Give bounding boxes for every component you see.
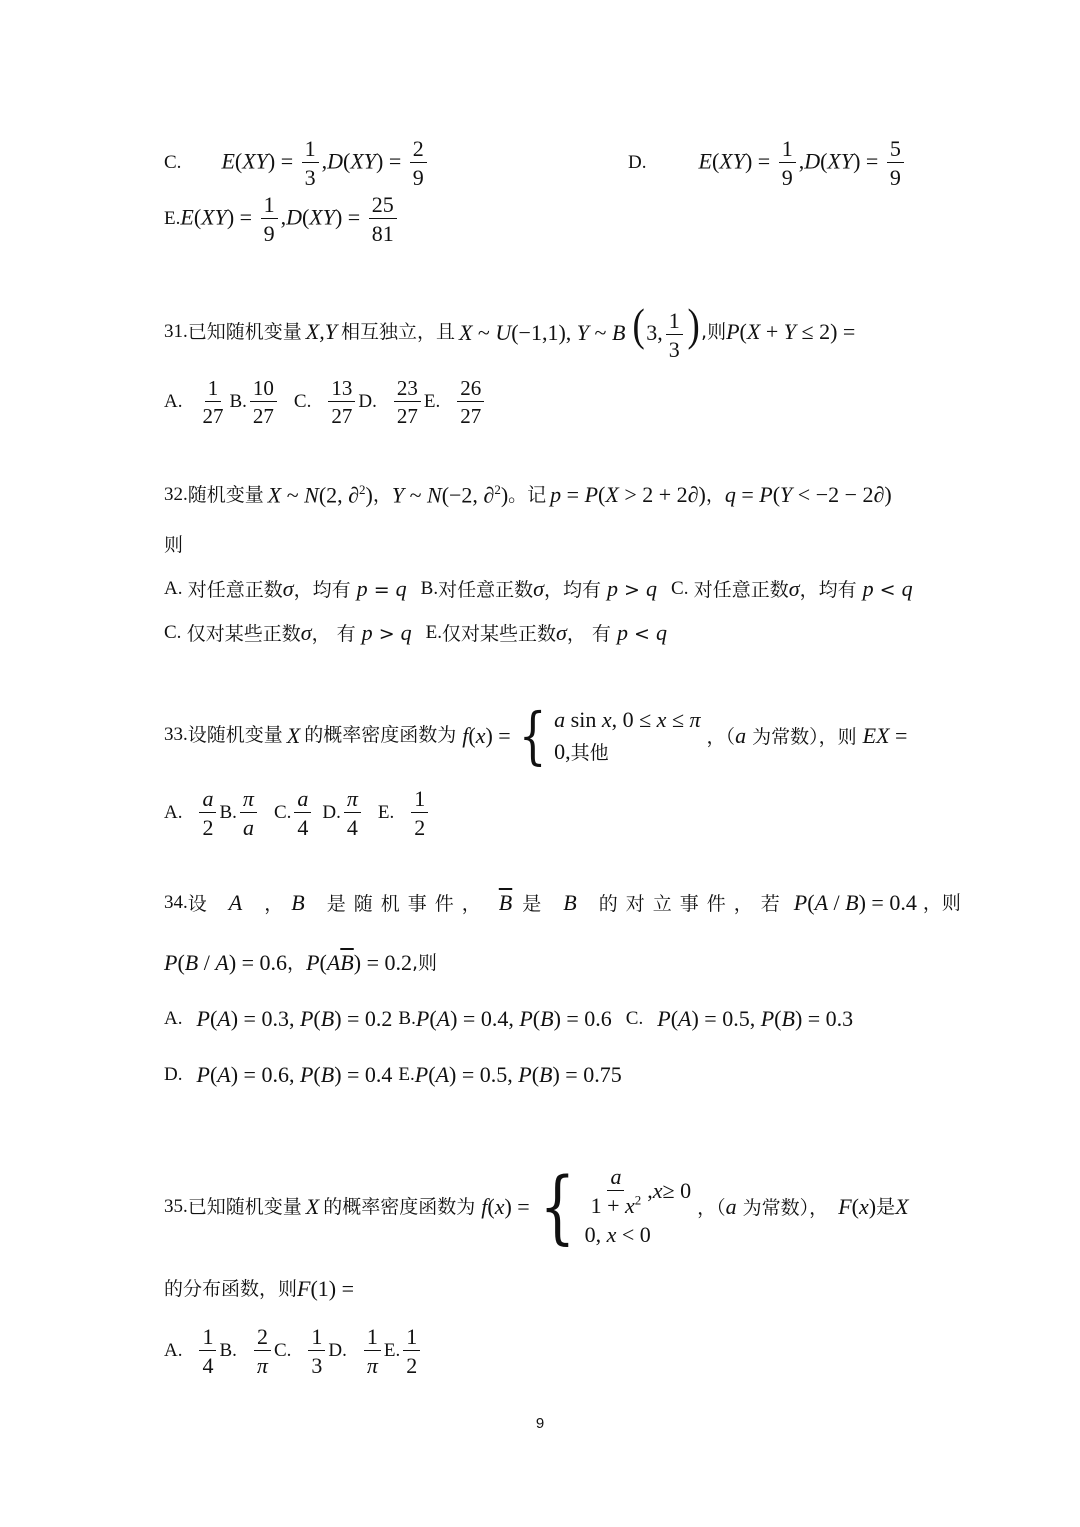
q32-then-text: 则: [164, 534, 184, 556]
q31-indep-text: 相互独立，且: [340, 320, 455, 343]
q34-option-c: P(A) = 0.5, P(B) = 0.3: [657, 1006, 854, 1031]
q33-option-e: $\frac{1}{2}$: [411, 786, 428, 841]
q35-stem: 35. 已知随机变量 X 的概率密度函数为 f(x) = { $\frac{a}{1 + x^2}$ , x ≥ 0 0, x < 0 ，（a 为常数）， F(x) 是 X: [164, 1160, 909, 1254]
q35-option-e: $\frac{1}{2}$: [403, 1324, 420, 1379]
q30-option-d-formula: E(XY) = $\frac{1}{9}$ ,D(XY) = $\frac{5}{9}$: [698, 136, 906, 191]
q34-then2: ,则: [411, 951, 438, 974]
q34-then1: ，则: [922, 891, 961, 914]
q34-option-d: P(A) = 0.6, P(B) = 0.4: [196, 1062, 393, 1087]
q33-piecewise: [554, 704, 700, 768]
q34-cond2: P(B / A) = 0.6: [164, 950, 288, 975]
q32-p-def: p = P(X > 2 + 2∂): [550, 482, 706, 508]
q31-stem: [164, 299, 856, 362]
q32-number: 32.: [164, 483, 188, 505]
q30-option-d: [628, 136, 907, 191]
q32-option-c2: 仅对某些正数σ， 有 p > q: [186, 620, 412, 645]
q31-target: P(X + Y ≤ 2) =: [726, 318, 856, 344]
q32-option-a: 对任意正数σ，均有 p = q: [187, 576, 407, 601]
q31-option-a: $\frac{1}{27}$: [202, 376, 224, 429]
q31-number: 31.: [164, 320, 188, 342]
q34-option-a: P(A) = 0.3, P(B) = 0.2: [196, 1006, 393, 1031]
q35-cdf: F(x): [838, 1194, 877, 1220]
q32-stem: 32. 随机变量 X ~ N(2, ∂$^2$) ， Y ~ N(−2, ∂$^2$) 。记 p = P(X > 2 + 2∂) ， q = P(Y < −2 − 2∂): [164, 482, 892, 508]
q35-var2: X: [895, 1194, 909, 1220]
q32-dist-y: Y ~ N(−2, ∂$^2$): [391, 482, 509, 508]
q33-options: A. $\frac{a}{2}$ B. $\frac{\pi}{a}$ C. $\frac{a}{4}$ D. $\frac{\pi}{4}$ E. $\frac{1}{2}$: [164, 786, 431, 841]
q32-note-text: 。记: [508, 483, 547, 506]
q31-option-d: $\frac{23}{27}$: [394, 376, 421, 428]
q33-number: 33.: [164, 724, 188, 746]
q35-var: X: [305, 1194, 320, 1220]
q32-stem-text: 随机变量: [187, 483, 264, 506]
q35-option-c: $\frac{1}{3}$: [308, 1324, 325, 1379]
q35-case1: $\frac{a}{1 + x^2}$ , x ≥ 0: [590, 1164, 692, 1219]
q34-number: 34.: [164, 891, 188, 913]
q30-option-c-label: C.: [164, 151, 182, 173]
q30-option-e-formula: E(XY) = $\frac{1}{9}$ ,D(XY) = $\frac{25}{81}$: [180, 192, 399, 247]
q33-target: EX =: [862, 722, 908, 748]
q33-const-text: ，（a 为常数），则: [706, 722, 857, 748]
q33-stem-text: 设随机变量: [187, 724, 283, 747]
q32-dist-x: X ~ N(2, ∂$^2$): [267, 482, 373, 508]
q30-option-c: [164, 136, 430, 191]
q32-option-c: 对任意正数σ，均有 p < q: [693, 576, 913, 601]
q31-options: A. $\frac{1}{27}$ B. $\frac{10}{27}$ C. $\frac{13}{27}$ D. $\frac{23}{27}$ E. $\frac{26}{27}$: [164, 376, 487, 428]
q33-option-b: $\frac{\pi}{a}$: [240, 786, 257, 841]
q35-stem-text: 已知随机变量: [187, 1195, 302, 1218]
q32-options-row1: A. 对任意正数σ，均有 p = q B. 对任意正数σ，均有 p > q C. 对任意正数σ，均有 p < q: [164, 576, 913, 601]
q35-option-d: $\frac{1}{\pi}$: [364, 1324, 381, 1379]
q31-then-text: ,则: [701, 320, 727, 343]
q33-option-c: $\frac{a}{4}$: [294, 786, 311, 841]
q30-option-e: [164, 192, 400, 247]
q34-stem-text: 设 A ，B 是随机事件，: [187, 890, 489, 915]
q31-vars: X,Y: [305, 318, 337, 344]
q30-option-c-formula: E(XY) = $\frac{1}{3}$ ,D(XY) = $\frac{2}{9}$: [221, 136, 429, 191]
q35-const-text: ，（a 为常数），: [697, 1194, 829, 1220]
q33-case2: 0,其他: [554, 738, 609, 764]
q35-stem-cont: [164, 1276, 354, 1302]
q31-stem-text: 已知随机变量: [187, 320, 302, 343]
q34-options-row2: D. P(A) = 0.6, P(B) = 0.4 E. P(A) = 0.5, P(B) = 0.75: [164, 1062, 622, 1087]
q30-option-e-label: E.: [164, 207, 181, 229]
q34-option-b: P(A) = 0.4, P(B) = 0.6: [415, 1006, 612, 1031]
q32-q-def: q = P(Y < −2 − 2∂): [724, 482, 892, 508]
q33-var: X: [286, 722, 301, 748]
q31-option-c: $\frac{13}{27}$: [328, 376, 355, 428]
q31-option-e: $\frac{26}{27}$: [457, 376, 484, 428]
q33-pdf-text: 的概率密度函数为: [304, 724, 457, 747]
q35-options: A. $\frac{1}{4}$ B. $\frac{2}{\pi}$ C. $\frac{1}{3}$ D. $\frac{1}{\pi}$ E. $\frac{1}{2}$: [164, 1324, 423, 1379]
q31-condition: X ~ U(−1,1), Y ~ B (3, $\frac{1}{3}$ ): [458, 299, 700, 362]
q33-f-lhs: f(x) =: [462, 722, 511, 748]
q34-options-row1: A. P(A) = 0.3, P(B) = 0.2 B. P(A) = 0.4, P(B) = 0.6 C. P(A) = 0.5, P(B) = 0.3: [164, 1006, 854, 1031]
q33-option-d: $\frac{\pi}{4}$: [344, 786, 361, 841]
q34-stem-cont: P(B / A) = 0.6 ， $P(A\overline{B}) = 0.2$ ,则: [164, 950, 438, 975]
page-number: 9: [535, 1415, 545, 1432]
q35-option-b: $\frac{2}{\pi}$: [254, 1324, 271, 1379]
q34-cond1: P(A / B) = 0.4: [793, 890, 917, 915]
q31-option-b: $\frac{10}{27}$: [250, 376, 277, 428]
q33-stem: 33. 设随机变量 X 的概率密度函数为 f(x) = { a sin x, 0 ≤ x ≤ π 0,其他 ，（a 为常数），则 EX =: [164, 698, 908, 772]
q35-piecewise: [585, 1164, 692, 1250]
q34-stem: [164, 890, 961, 916]
q35-target: F(1) =: [297, 1276, 355, 1301]
q32-option-e: 仅对某些正数σ， 有 p < q: [442, 620, 667, 645]
q35-pdf-text: 的概率密度函数为: [323, 1195, 476, 1218]
q35-case2: 0, x < 0: [584, 1221, 651, 1247]
q35-dist-text: 的分布函数，则: [164, 1277, 298, 1300]
q33-option-a: $\frac{a}{2}$: [199, 786, 216, 841]
q35-is-text: 是: [876, 1195, 896, 1218]
q34-bbar-text: 是 B 的对立事件，若: [522, 890, 788, 915]
q30-option-d-label: D.: [628, 151, 647, 173]
q33-case1: a sin x, 0 ≤ x ≤ π: [554, 707, 701, 732]
q32-then: [164, 534, 183, 557]
q32-option-b: 对任意正数σ，均有 p > q: [438, 576, 658, 601]
q35-f-lhs: f(x) =: [481, 1194, 530, 1220]
q35-number: 35.: [164, 1195, 188, 1217]
q32-options-row2: C. 仅对某些正数σ， 有 p > q E. 仅对某些正数σ， 有 p < q: [164, 620, 667, 645]
q35-option-a: $\frac{1}{4}$: [199, 1324, 216, 1379]
q34-cond3: $P(A\overline{B}) = 0.2$: [306, 950, 412, 975]
q34-bbar: $\overline{B}$: [498, 890, 513, 915]
q34-option-e: P(A) = 0.5, P(B) = 0.75: [414, 1062, 622, 1087]
